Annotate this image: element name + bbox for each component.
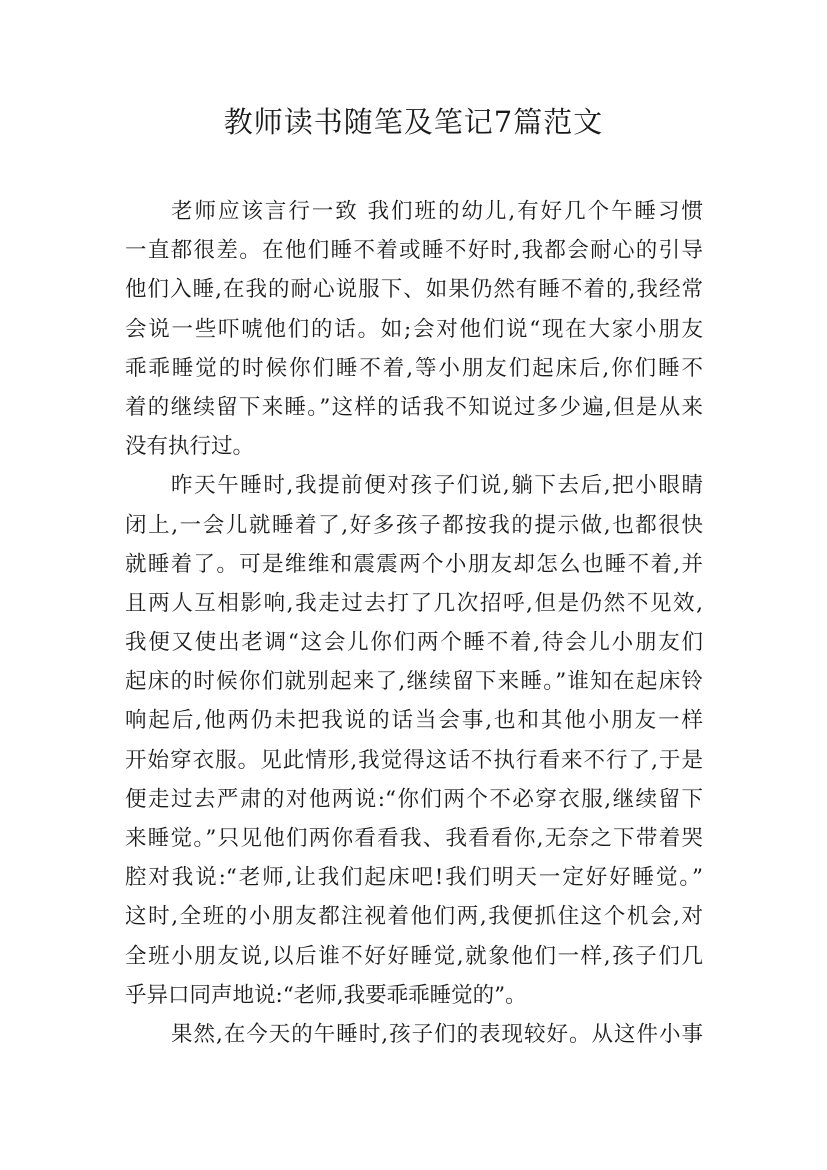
text-line: 我便又使出老调“这会儿你们两个睡不着,待会儿小朋友们 [125,630,703,656]
text-line: 开始穿衣服。见此情形,我觉得这话不执行看来不行了,于是 [125,747,703,773]
text-line: 果然,在今天的午睡时,孩子们的表现较好。从这件小事 [171,1021,703,1047]
text-line: 就睡着了。可是维维和震震两个小朋友却怎么也睡不着,并 [125,551,703,577]
text-line: 一直都很差。在他们睡不着或睡不好时,我都会耐心的引导 [125,238,703,264]
paragraph-1 [125,192,703,466]
text-line: 起床的时候你们就别起来了,继续留下来睡。”谁知在起床铃 [125,669,703,695]
text-line: 闭上,一会儿就睡着了,好多孩子都按我的提示做,也都很快 [125,512,703,538]
text-line: 这时,全班的小朋友都注视着他们两,我便抓住这个机会,对 [125,904,703,930]
document-title: 教师读书随笔及笔记7篇范文 [223,105,604,139]
text-line: 昨天午睡时,我提前便对孩子们说,躺下去后,把小眼睛 [171,473,703,499]
text-line: 全班小朋友说,以后谁不好好睡觉,就象他们一样,孩子们几 [125,943,703,969]
text-line: 腔对我说:“老师,让我们起床吧!我们明天一定好好睡觉。” [125,865,703,891]
text-line: 老师应该言行一致 我们班的幼儿,有好几个午睡习惯 [171,199,703,224]
text-line: 乎异口同声地说:“老师,我要乖乖睡觉的”。 [125,982,527,1008]
text-line: 他们入睡,在我的耐心说服下、如果仍然有睡不着的,我经常 [125,277,703,303]
text-line: 会说一些吓唬他们的话。如;会对他们说“现在大家小朋友 [125,316,703,342]
text-line: 响起后,他两仍未把我说的话当会事,也和其他小朋友一样 [125,708,703,734]
text-line: 来睡觉。”只见他们两你看看我、我看看你,无奈之下带着哭 [125,826,703,851]
document-body [125,192,703,1054]
text-line: 乖乖睡觉的时候你们睡不着,等小朋友们起床后,你们睡不 [125,355,703,381]
paragraph-3 [125,1015,703,1054]
text-line: 着的继续留下来睡。”这样的话我不知说过多少遍,但是从来 [125,394,703,420]
text-line: 便走过去严肃的对他两说:“你们两个不必穿衣服,继续留下 [125,786,703,812]
text-line: 没有执行过。 [125,434,255,460]
text-line: 且两人互相影响,我走过去打了几次招呼,但是仍然不见效, [125,590,703,616]
paragraph-2 [125,466,703,1015]
